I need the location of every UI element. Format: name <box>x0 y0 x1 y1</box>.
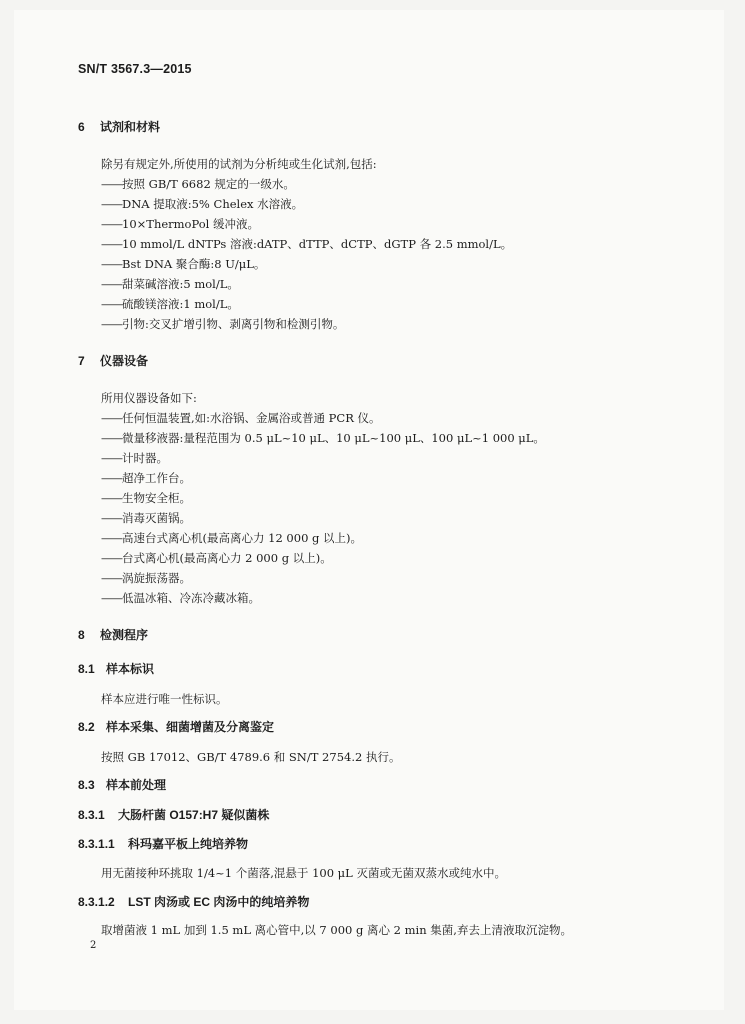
section-number: 6 <box>78 120 85 134</box>
section-8-3-1-1-heading <box>78 835 248 852</box>
section-title: 检测程序 <box>100 628 149 642</box>
list-item: ——硫酸镁溶液:1 mol/L。 <box>101 297 239 311</box>
list-item: ——低温冰箱、冷冻冷藏冰箱。 <box>101 591 260 605</box>
section-title: 大肠杆菌 O157:H7 疑似菌株 <box>118 808 270 822</box>
standard-code-header: SN/T 3567.3—2015 <box>78 62 192 76</box>
section-8-2-heading <box>78 718 274 735</box>
section-8-2-text: 按照 GB 17012、GB/T 4789.6 和 SN/T 2754.2 执行。 <box>101 750 401 764</box>
section-number: 8.1 <box>78 662 95 676</box>
section-number: 8.2 <box>78 720 95 734</box>
section-number: 8.3.1 <box>78 808 105 822</box>
section-8-3-1-heading <box>78 806 269 823</box>
section-8-3-1-1-text: 用无菌接种环挑取 1/4~1 个菌落,混悬于 100 μL 灭菌或无菌双蒸水或纯水中。 <box>101 866 506 880</box>
section-number: 8.3.1.2 <box>78 895 115 909</box>
list-item: ——按照 GB/T 6682 规定的一级水。 <box>101 177 295 191</box>
section-title: 试剂和材料 <box>100 120 161 134</box>
section-8-heading <box>78 626 148 643</box>
section-number: 8.3.1.1 <box>78 837 115 851</box>
section-7-intro: 所用仪器设备如下: <box>101 391 197 405</box>
list-item: ——引物:交叉扩增引物、剥离引物和检测引物。 <box>101 317 345 331</box>
list-item: ——台式离心机(最高离心力 2 000 g 以上)。 <box>101 551 332 565</box>
section-title: LST 肉汤或 EC 肉汤中的纯培养物 <box>128 895 310 909</box>
list-item: ——任何恒温装置,如:水浴锅、金属浴或普通 PCR 仪。 <box>101 411 381 425</box>
list-item: ——计时器。 <box>101 451 168 465</box>
section-title: 样本标识 <box>106 662 155 676</box>
section-title: 仪器设备 <box>100 354 149 368</box>
section-title: 样本前处理 <box>106 778 167 792</box>
section-6-intro: 除另有规定外,所使用的试剂为分析纯或生化试剂,包括: <box>101 157 377 171</box>
section-7-heading <box>78 352 148 369</box>
section-number: 7 <box>78 354 85 368</box>
list-item: ——生物安全柜。 <box>101 491 191 505</box>
list-item: ——高速台式离心机(最高离心力 12 000 g 以上)。 <box>101 531 363 545</box>
section-title: 样本采集、细菌增菌及分离鉴定 <box>106 720 275 734</box>
section-8-3-1-2-heading <box>78 893 309 910</box>
list-item: ——DNA 提取液:5% Chelex 水溶液。 <box>101 197 304 211</box>
section-8-1-heading <box>78 660 154 677</box>
section-6-heading <box>78 118 160 135</box>
list-item: ——10 mmol/L dNTPs 溶液:dATP、dTTP、dCTP、dGTP 各 2.5 mmol/L。 <box>101 237 513 251</box>
section-8-1-text: 样本应进行唯一性标识。 <box>101 692 228 706</box>
section-8-3-heading <box>78 776 166 793</box>
section-title: 科玛嘉平板上纯培养物 <box>128 837 249 851</box>
page-number: 2 <box>90 940 97 951</box>
section-number: 8.3 <box>78 778 95 792</box>
section-number: 8 <box>78 628 85 642</box>
list-item: ——微量移液器:量程范围为 0.5 μL~10 μL、10 μL~100 μL、100 μL~1 000 μL。 <box>101 431 545 445</box>
list-item: ——甜菜碱溶液:5 mol/L。 <box>101 277 239 291</box>
list-item: ——消毒灭菌锅。 <box>101 511 191 525</box>
list-item: ——Bst DNA 聚合酶:8 U/μL。 <box>101 257 266 271</box>
section-8-3-1-2-text: 取增菌液 1 mL 加到 1.5 mL 离心管中,以 7 000 g 离心 2 min 集菌,弃去上清液取沉淀物。 <box>101 923 572 937</box>
list-item: ——涡旋振荡器。 <box>101 571 191 585</box>
list-item: ——超净工作台。 <box>101 471 191 485</box>
list-item: ——10×ThermoPol 缓冲液。 <box>101 217 260 231</box>
